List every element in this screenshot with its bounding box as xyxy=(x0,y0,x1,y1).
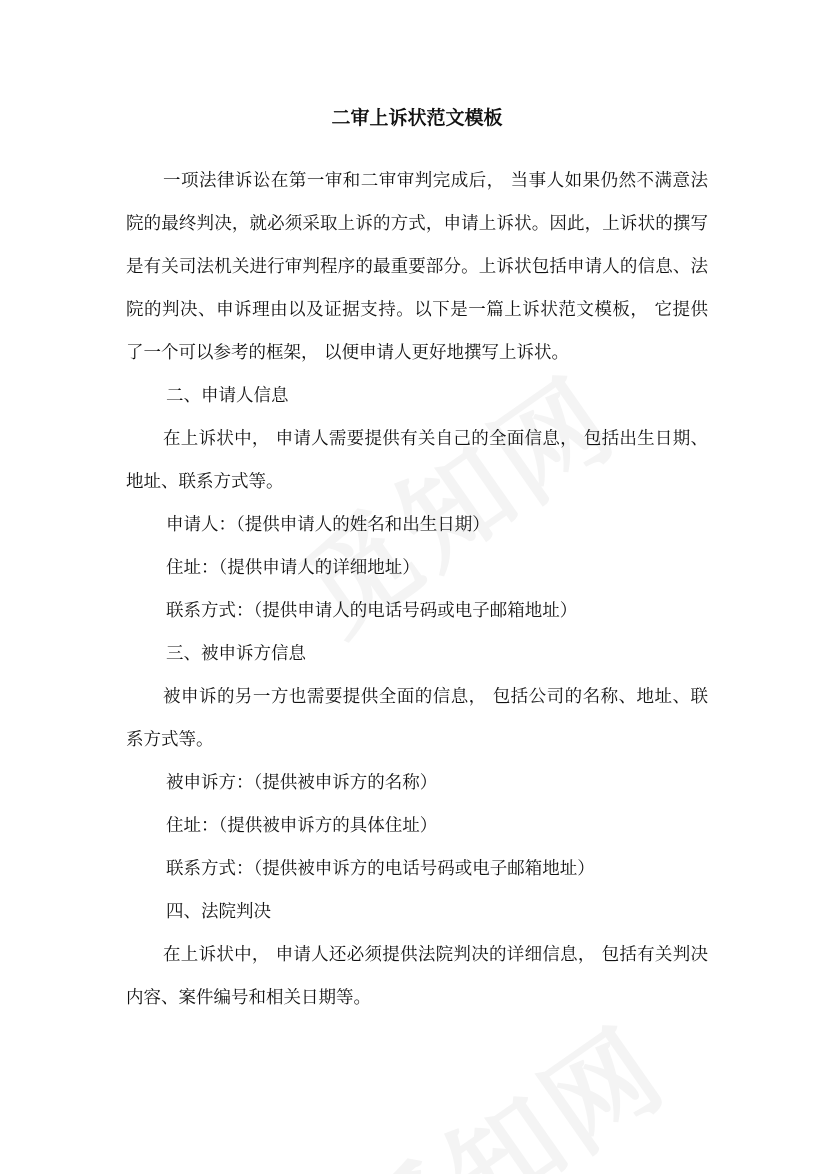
applicant-info-paragraph: 在上诉状中， 申请人需要提供有关自己的全面信息， 包括出生日期、地址、联系方式等。 xyxy=(126,429,708,492)
document-body xyxy=(126,98,708,1020)
applicant-address-line: 住址：（提供申请人的详细地址） xyxy=(166,558,420,578)
applicant-name-line: 申请人：（提供申请人的姓名和出生日期） xyxy=(166,515,490,535)
judgment-info-paragraph: 在上诉状中， 申请人还必须提供法院判决的详细信息， 包括有关判决内容、案件编号和相关日期等。 xyxy=(126,945,708,1008)
applicant-contact-line: 联系方式：（提供申请人的电话号码或电子邮箱地址） xyxy=(166,601,578,621)
document-title: 二审上诉状范文模板 xyxy=(331,107,503,129)
intro-paragraph: 一项法律诉讼在第一审和二审审判完成后， 当事人如果仍然不满意法院的最终判决，就必须采取上诉的方式，申请上诉状。因此，上诉状的撰写是有关司法机关进行审判程序的最重要部分。上诉状包括申请人的信息、法院的判决、申诉理由以及证据支持。以下是一篇上诉状范文模板， 它提供了一个可以参考的框架， 以便申请人更好地撰写上诉状。 xyxy=(126,171,708,363)
section-heading-judgment: 四、法院判决 xyxy=(166,902,271,922)
respondent-info-paragraph: 被申诉的另一方也需要提供全面的信息， 包括公司的名称、地址、联系方式等。 xyxy=(126,687,708,750)
section-heading-applicant: 二、申请人信息 xyxy=(166,386,289,406)
respondent-name-line: 被申诉方：（提供被申诉方的名称） xyxy=(166,773,438,793)
section-heading-respondent: 三、被申诉方信息 xyxy=(166,644,306,664)
respondent-address-line: 住址：（提供被申诉方的具体住址） xyxy=(166,816,438,836)
respondent-contact-line: 联系方式：（提供被申诉方的电话号码或电子邮箱地址） xyxy=(166,859,595,879)
